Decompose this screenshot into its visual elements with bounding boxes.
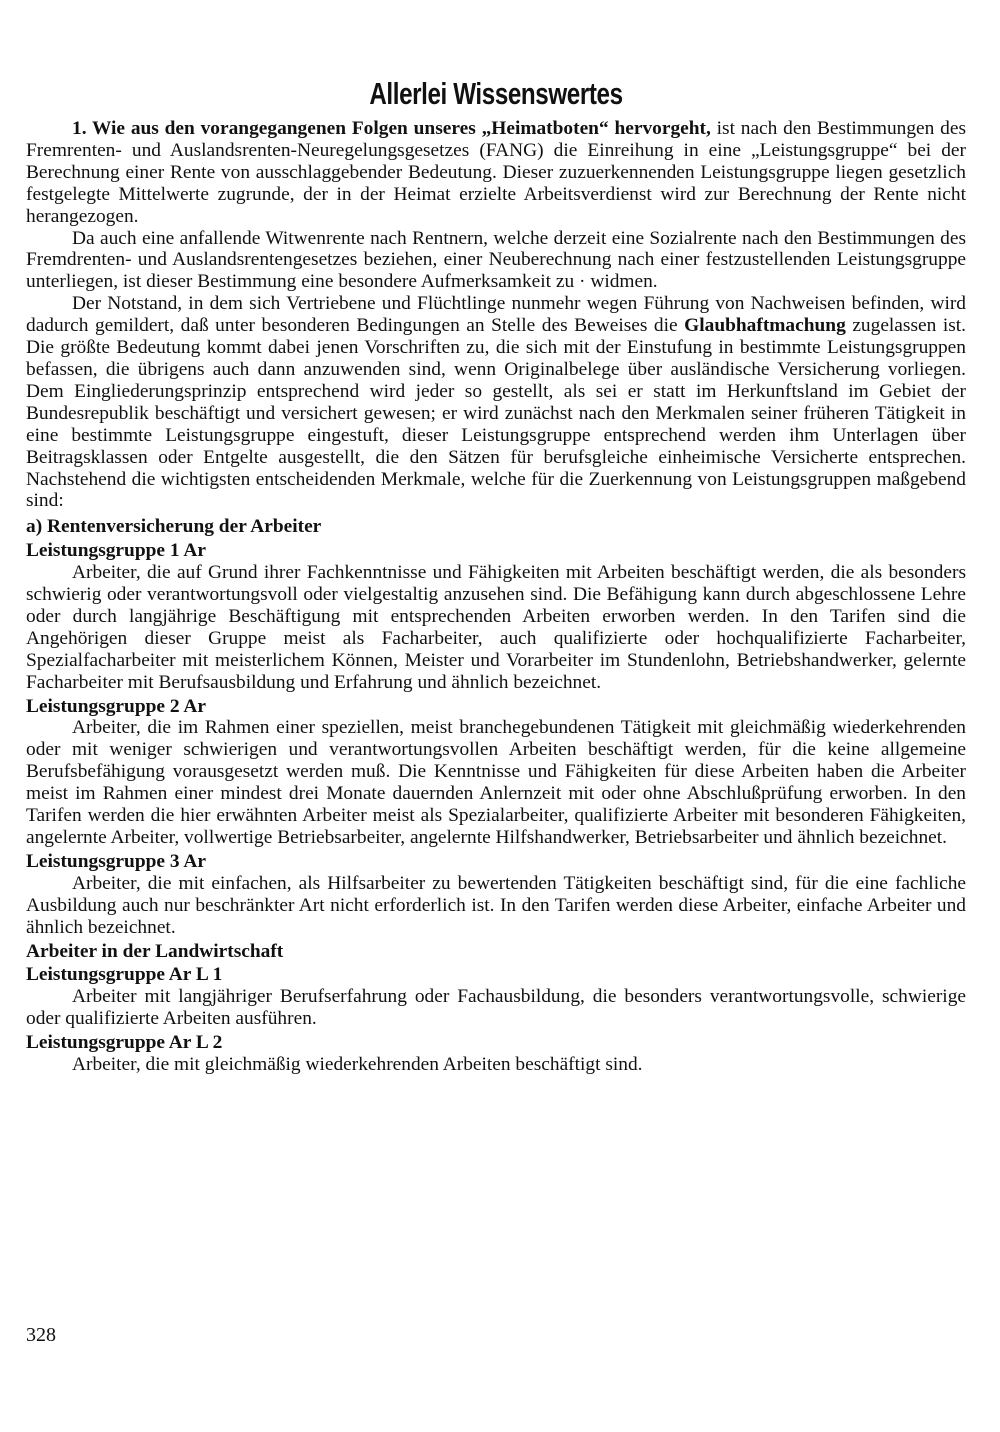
section-heading-workers: a) Rentenversicherung der Arbeiter [26,516,322,538]
document-page [26,76,966,1076]
paragraph-credibility-end: zugelassen ist. Die größte Bedeutung kommt dabei jenen Vorschriften zu, die sich mit der Einstufung in bestimmte Leistungsgruppen befassen, die übrigens auch dann anzuwenden sind, wenn Originalbelege über ausländische Versicherung vorliegen. Dem Eingliederungsprinzip entsprechend wird jeder so gestellt, als sei er statt im Herkunftsland im Gebiet der Bundesrepublik beschäftigt und versichert gewesen; er wird zunächst nach den Merkmalen seiner früheren Tätigkeit in eine bestimmte Leistungsgruppe eingestuft, dieser Leistungsgruppe entsprechend werden ihm Unterlagen über Beitragsklassen oder Entgelte ausgestellt, die den Sätzen für berufsgleiche einheimische Versicherte entsprechen. Nachstehend die wichtigsten entscheidenden Merkmale, welche für die Zuerkennung von Leistungsgruppen maßgebend sind: [26,315,967,512]
page-number: 328 [26,1324,56,1346]
group-text-2-ar: Arbeiter, die im Rahmen einer speziellen, meist branchegebundenen Tätigkeit mit gleichmäßig wiederkehrenden oder mit weniger schwierigen und verantwortungsvollen Arbeiten beschäftigt werden, für die keine allgemeine Berufsbefähigung vorausgesetzt werden muß. Die Kenntnisse und Fähigkeiten für diese Arbeiten haben die Arbeiter meist im Rahmen einer mindest drei Monate dauernden Anlernzeit mit oder ohne Abschlußprüfung erworben. In den Tarifen werden die hier erwähnten Arbeiter meist als Spezialarbeiter, qualifizierte Arbeiter mit besonderen Fähigkeiten, angelernte Arbeiter, vollwertige Betriebsarbeiter, angelernte Hilfshandwerker, Betriebsarbeiter und ähnlich bezeichnet. [26,717,966,848]
group-heading-2-ar: Leistungsgruppe 2 Ar [26,695,206,717]
page-title: Allerlei Wissenswertes [369,76,623,111]
section-heading-agriculture: Arbeiter in der Landwirtschaft [26,940,284,962]
group-heading-1-ar: Leistungsgruppe 1 Ar [26,540,206,562]
group-text-3-ar: Arbeiter, die mit einfachen, als Hilfsarbeiter zu bewertenden Tätigkeiten beschäftigt sind, für die eine fachliche Ausbildung auch nur beschränkter Art nicht erforderlich ist. In den Tarifen werden diese Arbeiter, einfache Arbeiter und ähnlich bezeichnet. [26,872,966,938]
paragraph-widow-pension: Da auch eine anfallende Witwenrente nach Rentnern, welche derzeit eine Sozialrente nach den Bestimmungen des Fremdrenten- und Auslandsrentengesetzes beziehen, einer Neuberechnung nach einer festzustellenden Leistungsgruppe unterliegen, ist dieser Bestimmung eine besondere Aufmerksamkeit zu · widmen. [26,227,966,293]
paragraph-credibility-start: Der Notstand, in dem sich Vertriebene und Flüchtlinge nunmehr wegen Führung von Nachweisen befinden, wird dadurch gemildert, daß unter besonderen Bedingungen an Stelle des Beweises die [26,293,966,337]
group-heading-ar-l-1: Leistungsgruppe Ar L 1 [26,964,223,986]
glaubhaftmachung-term: Glaubhaftmachung [684,315,846,337]
paragraph-intro [26,118,966,228]
paragraph-intro-text: ist nach den Bestimmungen des Fremrenten- und Auslandsrenten-Neuregelungsgesetzes (FANG) die Einreihung in eine „Leistungsgruppe“ bei der Berechnung einer Rente von ausschlaggebender Bedeutung. Dieser zuzuerkennenden Leistungsgruppe liegen gesetzlich festgelegte Mittelwerte zugrunde, der in der Heimat erzielte Arbeitsverdienst wird zur Berechnung der Rente nicht herangezogen. [26,118,967,227]
group-text-ar-l-1: Arbeiter mit langjähriger Berufserfahrung oder Fachausbildung, die besonders verantwortungsvolle, schwierige oder qualifizierte Arbeiten ausführen. [26,986,966,1030]
group-heading-ar-l-2: Leistungsgruppe Ar L 2 [26,1032,223,1054]
paragraph-intro-lead: 1. Wie aus den vorangegangenen Folgen unseres „Heimatboten“ hervorgeht, [72,118,711,139]
group-text-1-ar: Arbeiter, die auf Grund ihrer Fachkenntnisse und Fähigkeiten mit Arbeiten beschäftigt werden, die als besonders schwierig oder verantwortungsvoll oder vielgestaltig anzusehen sind. Die Befähigung kann durch abgeschlossene Lehre oder durch langjährige Beschäftigung mit entsprechenden Arbeiten erworben werden. In den Tarifen sind die Angehörigen dieser Gruppe meist als Facharbeiter, auch qualifizierte oder hochqualifizierte Facharbeiter, Spezialfacharbeiter mit meisterlichem Können, Meister und Vorarbeiter im Stundenlohn, Betriebshandwerker, gelernte Facharbeiter mit Berufsausbildung und Erfahrung und ähnlich bezeichnet. [26,562,966,693]
paragraph-credibility [26,293,966,512]
group-heading-3-ar: Leistungsgruppe 3 Ar [26,850,206,872]
group-text-ar-l-2: Arbeiter, die mit gleichmäßig wiederkehrenden Arbeiten beschäftigt sind. [72,1054,643,1076]
